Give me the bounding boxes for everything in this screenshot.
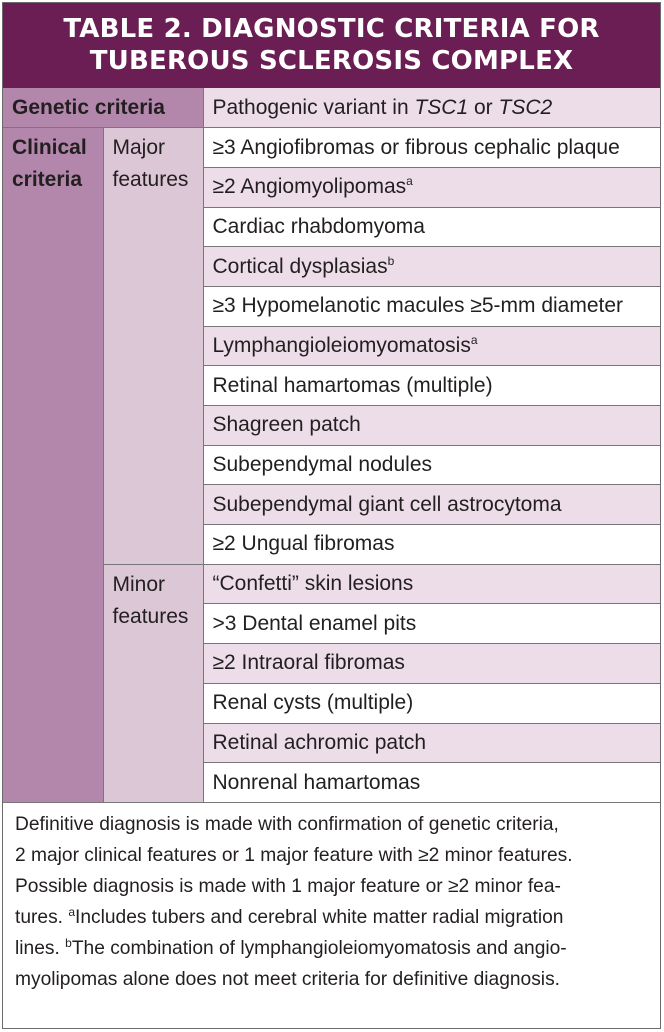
title-line-1: TABLE 2. DIAGNOSTIC CRITERIA FOR [63, 14, 600, 44]
footnote-a-text: Includes tubers and cerebral white matter radial migration [75, 906, 564, 928]
major-features-label: Major features [103, 128, 203, 565]
feature-text: Cortical dysplasias [212, 254, 388, 278]
feature-text: Subependymal nodules [212, 453, 432, 477]
major-feature-item [203, 406, 660, 446]
footnote-line: 2 major clinical features or 1 major feature with ≥2 minor features. [15, 844, 573, 866]
major-feature-item [203, 525, 660, 565]
genetic-criteria-label: Genetic criteria [3, 88, 203, 128]
minor-feature-item [203, 604, 660, 644]
footnote-mark-b: b [65, 935, 72, 950]
major-feature-item [203, 366, 660, 406]
feature-text: ≥3 Hypomelanotic macules ≥5-mm diameter [212, 294, 624, 318]
feature-text: ≥2 Intraoral fibromas [212, 651, 405, 675]
footnote-b-text: The combination of lymphangioleiomyomatosis and angio- [71, 937, 567, 959]
genetic-row [3, 88, 660, 128]
table-footnote [3, 803, 660, 995]
feature-text: ≥2 Ungual fibromas [212, 532, 395, 556]
footnote-line: Possible diagnosis is made with 1 major feature or ≥2 minor fea- [15, 875, 561, 897]
gene-tsc1: TSC1 [414, 95, 469, 119]
footnote-line [15, 933, 650, 964]
footnote-line: myolipomas alone does not meet criteria for definitive diagnosis. [15, 968, 560, 990]
major-feature-item [203, 167, 660, 207]
minor-feature-item [203, 683, 660, 723]
feature-text: Renal cysts (multiple) [212, 691, 414, 715]
feature-text: Nonrenal hamartomas [212, 770, 421, 794]
feature-text: Shagreen patch [212, 413, 361, 437]
footnote-text: tures. [15, 906, 69, 928]
genetic-value-mid: or [468, 95, 499, 119]
footnote-line [15, 902, 650, 933]
major-feature-item [203, 247, 660, 287]
major-feature-item [203, 207, 660, 247]
footnote-line: Definitive diagnosis is made with confirmation of genetic criteria, [15, 813, 559, 835]
clinical-criteria-label: Clinical criteria [3, 128, 103, 803]
minor-feature-item [203, 564, 660, 604]
table-row [3, 128, 660, 168]
footnote-mark-a: a [68, 904, 76, 919]
feature-text: “Confetti” skin lesions [212, 572, 414, 596]
major-feature-item [203, 485, 660, 525]
criteria-table [3, 88, 660, 803]
criteria-table-panel [2, 2, 661, 1029]
feature-footnote-mark: a [406, 174, 413, 189]
genetic-criteria-value [203, 88, 660, 128]
major-feature-item [203, 286, 660, 326]
feature-text: >3 Dental enamel pits [212, 611, 417, 635]
feature-text: ≥2 Angiomyolipomas [212, 175, 407, 199]
feature-footnote-mark: b [387, 253, 395, 268]
feature-text: Retinal achromic patch [212, 730, 427, 754]
minor-features-label: Minor features [103, 564, 203, 802]
minor-feature-item [203, 723, 660, 763]
genetic-value-prefix: Pathogenic variant in [212, 95, 415, 119]
minor-feature-item [203, 644, 660, 684]
feature-text: Subependymal giant cell astrocytoma [212, 492, 562, 516]
major-feature-item [203, 326, 660, 366]
gene-tsc2: TSC2 [498, 95, 553, 119]
feature-footnote-mark: a [470, 332, 478, 347]
feature-text: Cardiac rhabdomyoma [212, 214, 425, 238]
minor-feature-item [203, 763, 660, 803]
major-feature-item [203, 128, 660, 168]
feature-text: Retinal hamartomas (multiple) [212, 373, 493, 397]
table-title [3, 3, 660, 88]
feature-text: Lymphangioleiomyomatosis [212, 333, 471, 357]
footnote-text: lines. [15, 937, 66, 959]
title-line-2: TUBEROUS SCLEROSIS COMPLEX [89, 46, 574, 76]
major-feature-item [203, 445, 660, 485]
feature-text: ≥3 Angiofibromas or fibrous cephalic plaque [212, 135, 620, 159]
